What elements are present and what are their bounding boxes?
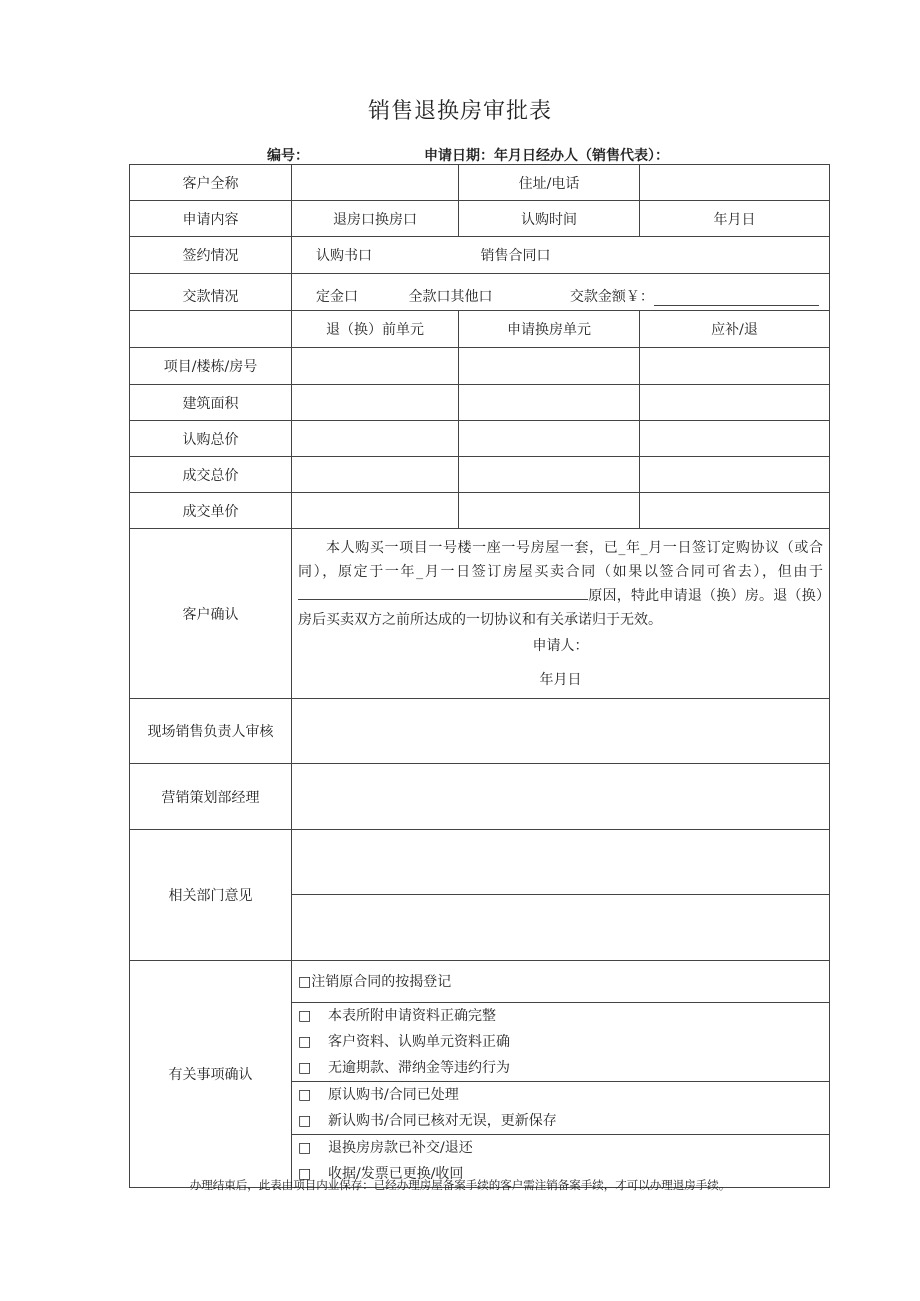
checkbox-item[interactable]: □ 客户资料、认购单元资料正确 [298,1034,510,1050]
matters-group-2 [292,1003,830,1082]
apply-content-label: 申请内容 [130,201,292,237]
marketing-manager-field[interactable] [292,764,830,830]
payment-opt-full[interactable]: 全款口其他口 [408,289,493,305]
row-apply [130,201,830,237]
checkbox-item[interactable]: □ 新认购书/合同已核对无误，更新保存 [298,1113,557,1129]
row-deal-total [130,457,830,493]
checkbox-item[interactable]: □ 本表所附申请资料正确完整 [298,1008,496,1024]
matters-label: 有关事项确认 [130,961,292,1188]
address-field[interactable] [640,165,830,201]
confirm-statement [292,529,830,699]
area-label: 建筑面积 [130,385,292,421]
deal-unit-label: 成交单价 [130,493,292,529]
confirm-label: 客户确认 [130,529,292,699]
row-departments-1 [130,830,830,895]
date-label: 申请日期：年月日经办人（销售代表）： [424,148,669,164]
number-label: 编号： [267,148,309,164]
subscribe-time-label: 认购时间 [459,201,640,237]
balance-header: 应补/退 [640,311,830,348]
page-title: 销售退换房审批表 [367,99,552,124]
matters-group-1 [292,961,830,1003]
confirm-text-2: 原因，特此申请退（换）房。退（换）房后买卖双方之前所达成的一切协议和有关承诺归于无效。 [298,587,823,628]
row-customer [130,165,830,201]
reason-field[interactable] [298,585,588,600]
approval-form [129,164,830,1188]
applicant-date: 年月日 [539,671,582,688]
marketing-manager-label: 营销策划部经理 [130,764,292,830]
payment-label: 交款情况 [130,274,292,311]
contract-options [292,237,830,274]
new-unit-header: 申请换房单元 [459,311,640,348]
row-contract [130,237,830,274]
matters-group-3 [292,1082,830,1135]
subscribe-time-value[interactable]: 年月日 [640,201,830,237]
departments-field-1[interactable] [292,830,830,895]
address-label: 住址/电话 [459,165,640,201]
site-manager-label: 现场销售负责人审核 [130,699,292,764]
row-site-manager [130,699,830,764]
project-label: 项目/楼栋/房号 [130,348,292,385]
row-matters-1 [130,961,830,1003]
row-project [130,348,830,385]
contract-opt-sales[interactable]: 销售合同口 [480,248,551,264]
row-deal-unit [130,493,830,529]
customer-name-label: 客户全称 [130,165,292,201]
checkbox-item[interactable]: □ 收据/发票已更换/收回 [298,1166,464,1182]
departments-label: 相关部门意见 [130,830,292,961]
departments-field-2[interactable] [292,895,830,961]
checkbox-item[interactable]: □ 无逾期款、滞纳金等违约行为 [298,1060,510,1076]
checkbox-item[interactable]: □ 退换房房款已补交/退还 [298,1140,473,1156]
payment-opt-deposit[interactable]: 定金口 [316,289,358,305]
applicant-label: 申请人： [532,637,589,654]
footer-note: 办理结束后，此表由项目内业保存：已经办理房屋备案手续的客户需注销备案手续，才可以办理退房手续。 [189,1178,731,1192]
payment-amount-label: 交款金额￥： [569,289,654,305]
subscribe-total-label: 认购总价 [130,421,292,457]
apply-content-option[interactable]: 退房口换房口 [292,201,459,237]
row-payment [130,274,830,311]
checkbox-item[interactable]: □ 原认购书/合同已处理 [298,1087,459,1103]
row-area [130,385,830,421]
payment-amount-field[interactable] [654,291,819,306]
before-unit-header: 退（换）前单元 [292,311,459,348]
row-customer-confirm [130,529,830,699]
payment-options [292,274,830,311]
site-manager-field[interactable] [292,699,830,764]
contract-label: 签约情况 [130,237,292,274]
row-subscribe-total [130,421,830,457]
contract-opt-subscribe[interactable]: 认购书口 [316,248,372,264]
row-units-header [130,311,830,348]
deal-total-label: 成交总价 [130,457,292,493]
customer-name-field[interactable] [292,165,459,201]
checkbox-item[interactable]: □注销原合同的按揭登记 [298,973,452,990]
row-marketing-manager [130,764,830,830]
confirm-text-1: 本人购买一项目一号楼一座一号房屋一套，已_年_月一日签订定购协议（或合同），原定于一年_月一日签订房屋买卖合同（如果以签合同可省去），但由于 [298,539,823,580]
